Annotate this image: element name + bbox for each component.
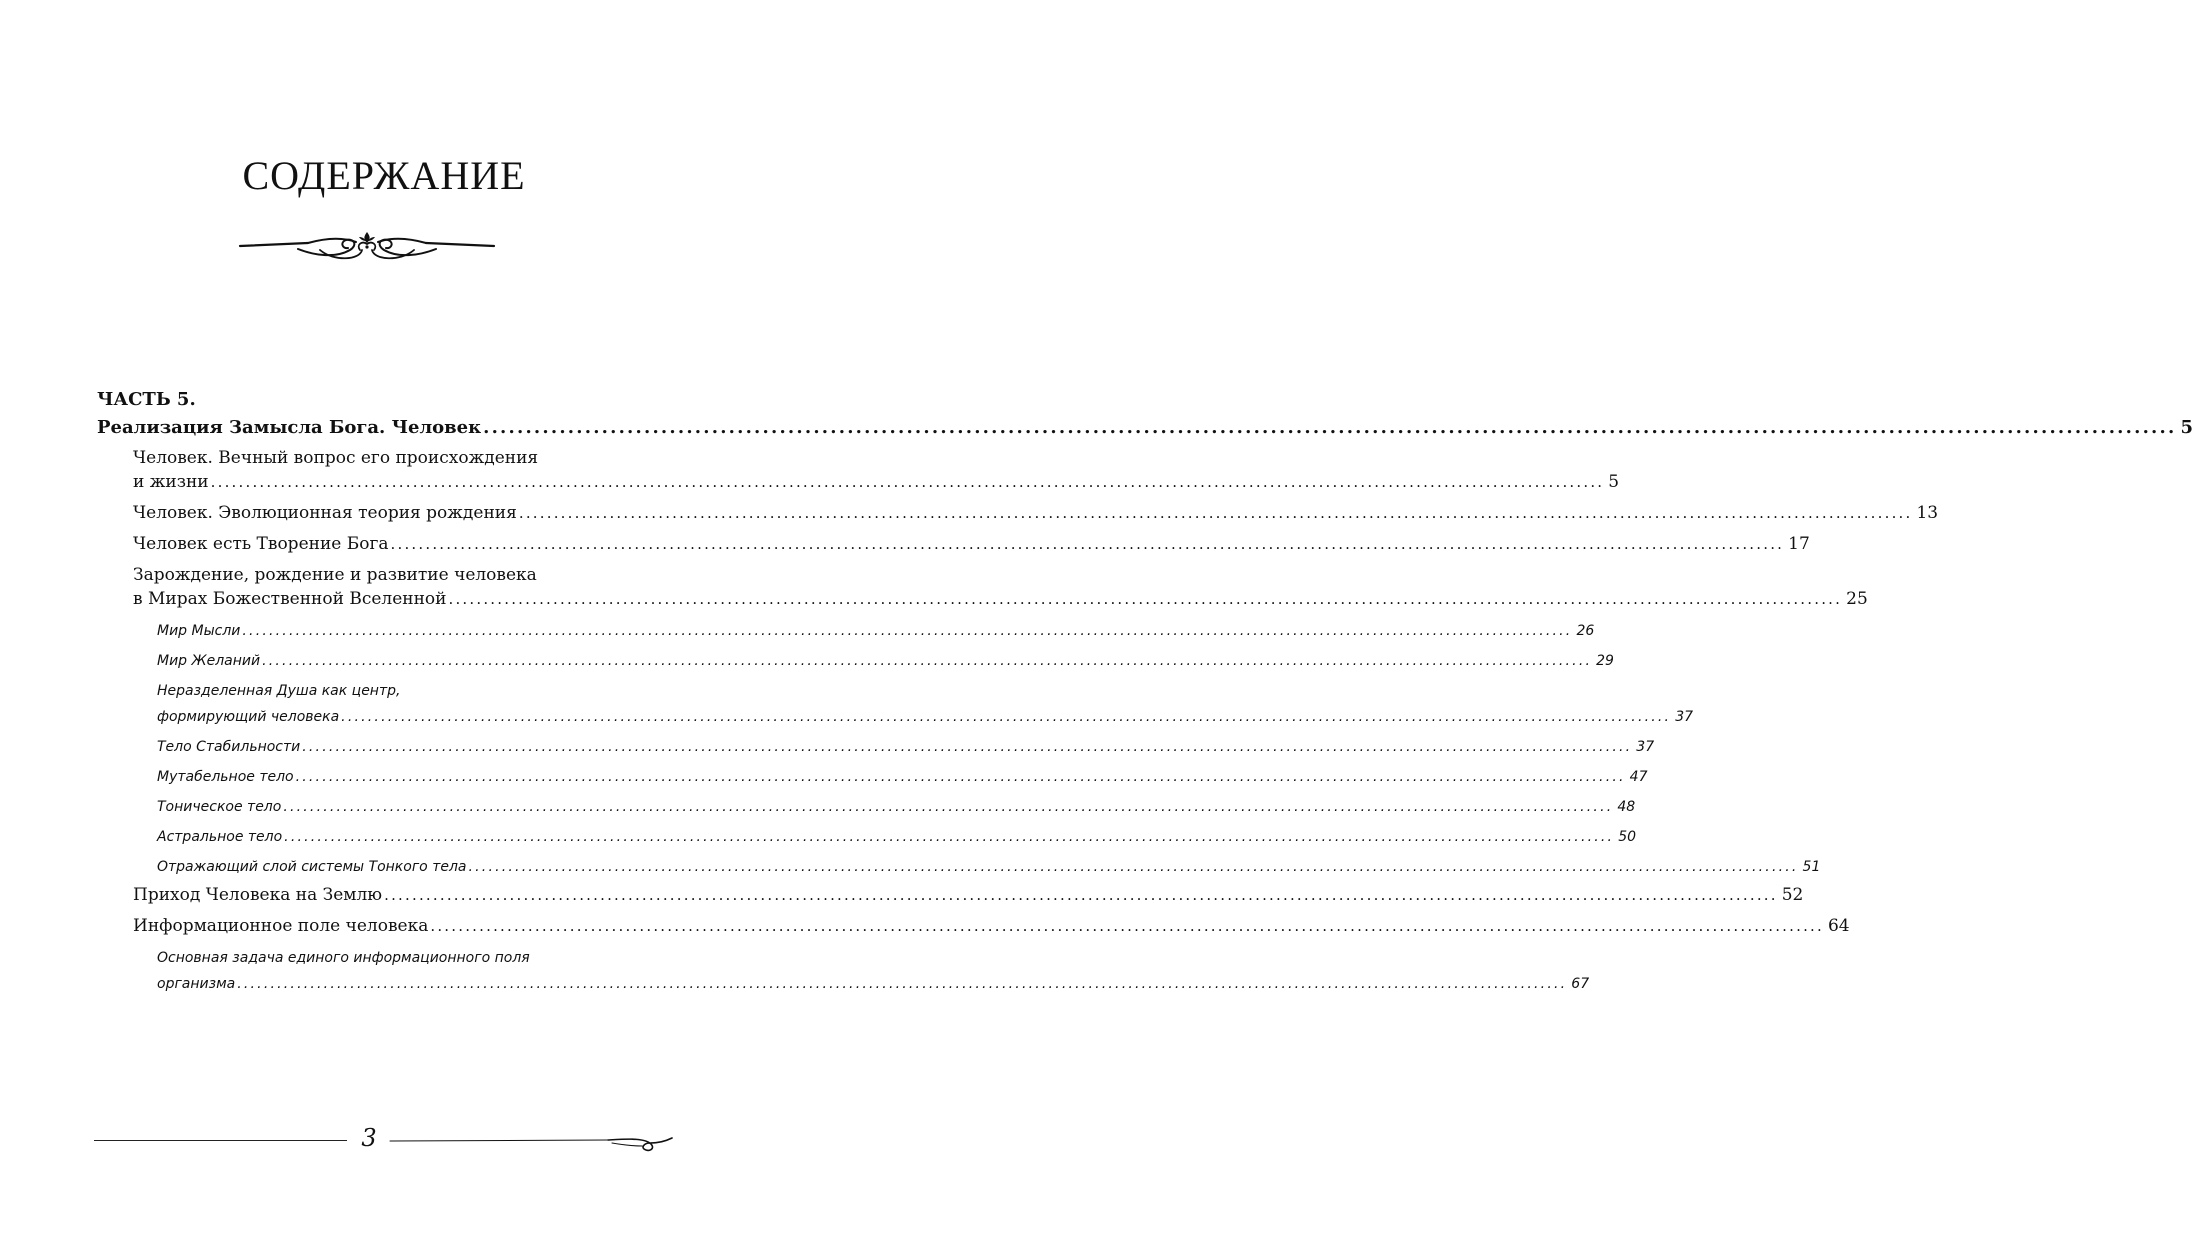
dot-leader: ........................................................................................................................................................................................................: [390, 535, 1785, 553]
toc-entry-title: Тело Стабильности: [157, 739, 301, 755]
toc-entry-page: 5: [2180, 417, 2193, 438]
toc-entry-line: [157, 648, 1614, 674]
toc-entry-page: 51: [1802, 859, 1821, 875]
dot-leader: ........................................................................................................................................................................................................: [284, 829, 1615, 845]
toc-entry-page: 50: [1618, 829, 1637, 845]
toc-entry-page: 37: [1675, 709, 1694, 725]
dot-leader: ........................................................................................................................................................................................................: [302, 739, 1633, 755]
toc-entry[interactable]: [157, 678, 1694, 730]
toc-entry-page: 13: [1916, 503, 1939, 523]
toc-entry-title: и жизни: [133, 472, 209, 492]
toc-entry[interactable]: [133, 563, 1868, 611]
dot-leader: ........................................................................................................................................................................................................: [283, 799, 1614, 815]
dot-leader: ........................................................................................................................................................................................................: [384, 886, 1778, 904]
dot-leader: ........................................................................................................................................................................................................: [242, 623, 1573, 639]
toc-entry-line: [157, 764, 1648, 790]
dot-leader: ........................................................................................................................................................................................................: [430, 917, 1824, 935]
dot-leader: ........................................................................................................................................................................................................: [262, 653, 1593, 669]
toc-entry-title-line: Основная задача единого информационного поля: [157, 950, 530, 966]
dot-leader: ........................................................................................................................................................................................................: [468, 859, 1799, 875]
toc-entry-title: Реализация Замысла Бога. Человек: [97, 417, 482, 438]
toc-entry[interactable]: [157, 824, 1637, 850]
toc-entry-line: [157, 704, 1694, 730]
toc-entry-page: 17: [1788, 534, 1810, 554]
toc-entry-title: организма: [157, 976, 236, 992]
page-number: 3: [361, 1124, 377, 1152]
toc-entry-title: Человек. Эволюционная теория рождения: [133, 503, 517, 523]
toc-entry-line: [157, 794, 1636, 820]
toc-entry-title: Тоническое тело: [157, 799, 282, 815]
toc-entry[interactable]: [157, 945, 1590, 997]
toc-entry[interactable]: [133, 883, 1804, 907]
toc-entry-page: 37: [1636, 739, 1655, 755]
toc-entry-title: Человек есть Творение Бога: [133, 534, 389, 554]
toc-entry-page: 25: [1846, 589, 1868, 609]
dot-leader: ........................................................................................................................................................................................................: [341, 709, 1672, 725]
dot-leader: ........................................................................................................................................................................................................: [483, 417, 2177, 438]
footer-rule: [94, 1140, 347, 1141]
toc-entry-line: [157, 971, 1590, 997]
toc-entry-title-line: Неразделенная Душа как центр,: [157, 683, 401, 699]
toc-entry-line: [133, 501, 1939, 525]
toc-entry-title: Информационное поле человека: [133, 916, 429, 936]
toc-entry-title: формирующий человека: [157, 709, 340, 725]
dot-leader: ........................................................................................................................................................................................................: [237, 976, 1568, 992]
toc-entry[interactable]: [133, 501, 1939, 525]
toc-entry-title-line: Человек. Вечный вопрос его происхождения: [133, 448, 539, 468]
toc-entry-line: [133, 532, 1810, 556]
toc-entry[interactable]: [133, 446, 1620, 494]
toc-entry-page: 47: [1629, 769, 1648, 785]
toc-entry-line: [157, 618, 1595, 644]
toc-entry-title-line: Зарождение, рождение и развитие человека: [133, 565, 537, 585]
toc-entry-line: [133, 587, 1868, 611]
toc-entry[interactable]: [157, 618, 1595, 644]
toc-entry-title: в Мирах Божественной Вселенной: [133, 589, 447, 609]
toc-entry-title: Отражающий слой системы Тонкого тела: [157, 859, 467, 875]
toc-entry[interactable]: [157, 764, 1648, 790]
toc-entry[interactable]: [157, 734, 1655, 760]
footer-swash-icon: [390, 1128, 680, 1156]
toc-entry-page: 48: [1617, 799, 1636, 815]
part-label: ЧАСТЬ 5.: [97, 389, 196, 410]
toc-entry-line: [133, 914, 1850, 938]
toc-entry[interactable]: [157, 854, 1821, 880]
toc-entry-page: 52: [1781, 885, 1804, 905]
toc-entry-title: Мир Желаний: [157, 653, 261, 669]
toc-entry[interactable]: [157, 794, 1636, 820]
toc-entry-line: [97, 414, 2193, 442]
toc-entry-line: [133, 470, 1620, 494]
flourish-ornament-icon: [238, 228, 496, 264]
toc-entry-title: Мир Мысли: [157, 623, 241, 639]
dot-leader: ........................................................................................................................................................................................................: [518, 504, 1913, 522]
table-of-contents: [97, 386, 2193, 1000]
toc-entry-line: [133, 883, 1804, 907]
toc-entry[interactable]: [133, 532, 1810, 556]
toc-entry[interactable]: [97, 414, 2193, 442]
toc-entry[interactable]: [157, 648, 1614, 674]
toc-entry-page: 5: [1608, 472, 1620, 492]
toc-entry-page: 26: [1576, 623, 1595, 639]
toc-entry-line: [157, 734, 1655, 760]
toc-entry-title: Мутабельное тело: [157, 769, 294, 785]
toc-entry-page: 64: [1827, 916, 1850, 936]
toc-entries: [97, 414, 2193, 997]
dot-leader: ........................................................................................................................................................................................................: [295, 769, 1626, 785]
dot-leader: ........................................................................................................................................................................................................: [448, 590, 1843, 608]
toc-entry[interactable]: [133, 914, 1850, 938]
toc-entry-page: 67: [1571, 976, 1590, 992]
dot-leader: ........................................................................................................................................................................................................: [210, 473, 1605, 491]
toc-entry-title: Астральное тело: [157, 829, 283, 845]
toc-entry-title: Приход Человека на Землю: [133, 885, 383, 905]
page-title: СОДЕРЖАНИЕ: [242, 153, 526, 198]
toc-entry-line: [157, 854, 1821, 880]
toc-entry-line: [157, 824, 1637, 850]
toc-entry-page: 29: [1596, 653, 1614, 669]
